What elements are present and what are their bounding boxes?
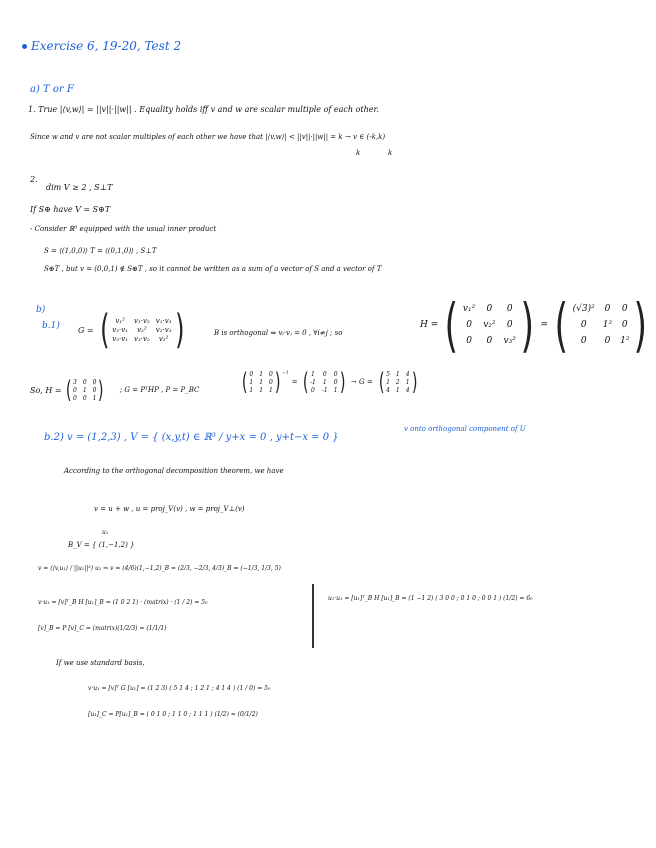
matrix-cell: 0	[486, 304, 493, 314]
matrix-cell: v₃·v₂	[134, 335, 150, 343]
part-b2-note: v onto orthogonal component of U	[404, 425, 526, 433]
so-h-label: So, H =	[30, 385, 62, 395]
matrix-cell: 0	[72, 386, 77, 394]
matrix-cell: 1	[82, 386, 87, 394]
matrix-cell: 0	[82, 394, 87, 402]
left-paren-icon: (	[378, 368, 385, 396]
matrix-cell: 1	[269, 386, 273, 394]
matrix-cell: 1	[249, 386, 254, 394]
matrix-cell: 1	[92, 394, 97, 402]
matrix-cell: 1	[322, 378, 327, 386]
right-paren-icon: )	[520, 291, 534, 359]
part-b2-line-3: v = u + w , u = proj_V(v) , w = proj_V⊥(v)	[94, 505, 245, 513]
part-a-line-2: Since w and v are not scalar multiples of each other we have that |⟨v,w⟩| < ||v||·||w|| = k → v ∈ (-k,k)	[30, 133, 386, 141]
matrix-cell: 0	[466, 336, 472, 346]
matrix-cell: v₂²	[483, 320, 496, 330]
part-b2-line-8: If we use standard basis,	[56, 659, 145, 667]
right-paren-icon: )	[411, 368, 418, 396]
matrix-g-symbolic	[78, 307, 187, 353]
right-paren-icon: )	[174, 307, 184, 353]
left-paren-icon: (	[554, 291, 569, 359]
matrix-cell: 0	[269, 370, 273, 378]
matrix-cell: v₃²	[158, 335, 169, 343]
matrix-cell: (√3)²	[572, 304, 595, 314]
matrix-cell: 0	[249, 370, 254, 378]
part-a-line-5: If S⊕ have V = S⊕T	[30, 205, 111, 214]
matrix-cell: v₁²	[462, 304, 476, 314]
matrix-cell: 4	[405, 370, 410, 378]
matrix-cell: 1²	[620, 336, 630, 346]
part-a-line-7: S = ⟨(1,0,0)⟩ T = ⟨(0,1,0)⟩ , S⊥T	[44, 247, 157, 255]
matrix-cell: 0	[580, 320, 587, 330]
matrix-cell: 1	[395, 370, 400, 378]
bullet-icon	[22, 44, 27, 49]
title-text: Exercise 6, 19-20, Test 2	[31, 39, 182, 53]
left-paren-icon: (	[65, 376, 72, 404]
matrix-h-symbolic	[420, 291, 652, 359]
left-paren-icon: (	[302, 368, 309, 396]
part-b2-line-10: [u₁]_C = P[u₁]_B = ( 0 1 0 ; 1 1 0 ; 1 1 1 ) (1/2) = (0/1/2)	[88, 711, 258, 718]
matrix-cell: -1	[310, 378, 316, 386]
g-numeric-grid	[386, 371, 409, 394]
matrix-cell: 0	[604, 304, 611, 314]
left-paren-icon: (	[241, 368, 248, 396]
inverse-sup: ⁻¹	[282, 370, 289, 378]
matrix-cell: 0	[506, 304, 513, 314]
part-b2-line-2: According to the orthogonal decomposition theorem, we have	[64, 467, 284, 475]
part-b1-label: b.1)	[42, 321, 60, 331]
right-paren-icon: )	[633, 291, 648, 359]
part-a-line-4: dim V ≥ 2 , S⊥T	[46, 183, 113, 192]
orthogonal-condition: B is orthogonal ⇔ vᵢ·vⱼ = 0 , ∀i≠j ; so	[214, 329, 343, 337]
matrix-cell: 1	[405, 378, 410, 386]
p-inverse-row	[240, 370, 419, 394]
matrix-cell: -1	[321, 386, 328, 394]
matrix-cell: 4	[405, 386, 410, 394]
part-a-line-1: 1. True |⟨v,w⟩| = ||v||·||w|| . Equality holds iff v and w are scalar multiple of each other.	[28, 105, 379, 114]
part-a-heading: a) T or F	[30, 84, 74, 95]
matrix-cell: 0	[604, 336, 611, 346]
matrix-cell: 0	[466, 320, 472, 330]
matrix-cell: 1	[333, 386, 338, 394]
matrix-cell: 0	[333, 378, 338, 386]
matrix-cell: v₃²	[503, 336, 516, 346]
p-inverse-grid	[310, 371, 338, 394]
part-b2-right-line: u₁·u₁ = [u₁]ᵀ_B H [u₁]_B = (1 −1 2) ( 3 0 0 ; 0 1 0 ; 0 0 1 ) (1/2) = 6₀	[328, 595, 533, 602]
matrix-cell: 0	[72, 394, 77, 402]
part-b2-line-1: b.2) v = (1,2,3) , V = { (x,y,t) ∈ ℝ³ / y+x = 0 , y+t−x = 0 }	[44, 432, 339, 443]
h-label: H =	[420, 320, 439, 330]
matrix-cell: v₂·v₁	[112, 326, 128, 334]
matrix-cell: 0	[92, 386, 97, 394]
part-b-label: b)	[36, 305, 46, 315]
matrix-cell: 5	[386, 370, 390, 378]
matrix-cell: 1	[249, 378, 254, 386]
matrix-cell: 3	[72, 378, 77, 386]
matrix-cell: 1	[259, 378, 264, 386]
column-divider	[312, 584, 314, 648]
part-a-line-3: 2.	[30, 175, 38, 184]
matrix-cell: v₁·v₂	[134, 317, 150, 325]
p-grid	[249, 371, 272, 394]
page-title	[22, 40, 181, 53]
matrix-cell: 0	[269, 378, 273, 386]
part-a-under-a: k	[356, 149, 361, 157]
matrix-cell: 4	[386, 386, 390, 394]
h-symbolic-grid	[463, 304, 516, 346]
matrix-cell: 0	[486, 336, 493, 346]
matrix-cell: v₁²	[115, 317, 125, 325]
matrix-cell: 0	[506, 320, 513, 330]
g-relation: ; G = PᵀHP , P = P_BC	[119, 386, 200, 394]
matrix-cell: 0	[580, 336, 587, 346]
matrix-cell: v₃·v₁	[112, 335, 128, 343]
equals-sign: =	[540, 320, 549, 330]
matrix-cell: v₂²	[137, 326, 147, 334]
matrix-cell: 0	[621, 320, 628, 330]
matrix-cell: 0	[333, 370, 338, 378]
equals-sign: =	[291, 378, 298, 386]
matrix-cell: 1	[259, 386, 264, 394]
left-paren-icon: (	[99, 307, 110, 353]
matrix-cell: 0	[92, 378, 97, 386]
matrix-cell: 1	[386, 378, 390, 386]
matrix-cell: 0	[82, 378, 87, 386]
h-result-row	[30, 378, 199, 402]
matrix-cell: v₁·v₃	[155, 317, 172, 325]
part-b2-line-5: v = (⟨v,u₁⟩ / ||u₁||²) u₁ ⇒ v = (4/6)(1,−1,2)_B = (2/3, −2/3, 4/3)_B = (−1/3, 1/3, 5)	[38, 565, 281, 572]
matrix-cell: v₂·v₃	[155, 326, 172, 334]
part-b2-line-6: v·u₁ = [v]ᵀ_B H [u₁]_B = (1 0 2 1) · (matrix) · (1 / 2) = 5₀	[38, 599, 208, 606]
right-paren-icon: )	[339, 368, 346, 396]
part-b2-line-9: v·u₁ = [v]ᵀ G [u₁] = (1 2 3) ( 5 1 4 ; 1 2 1 ; 4 1 4 ) (1 / 0) = 5₀	[88, 685, 271, 692]
part-a-line-8: S⊕T , but v = (0,0,1) ∉ S⊕T , so it cannot be written as a sum of a vector of S and a vector of T	[44, 265, 382, 273]
matrix-cell: 1	[311, 370, 315, 378]
matrix-cell: 2	[395, 378, 400, 386]
g-symbolic-grid	[112, 317, 171, 343]
matrix-cell: 0	[311, 386, 315, 394]
g-label: G =	[78, 325, 94, 335]
right-paren-icon: )	[98, 376, 104, 404]
matrix-cell: 1	[395, 386, 400, 394]
left-paren-icon: (	[444, 291, 459, 359]
matrix-cell: 0	[322, 370, 327, 378]
matrix-cell: 1	[259, 370, 264, 378]
h-numeric-grid	[573, 304, 630, 346]
h-result-grid	[73, 379, 96, 402]
right-paren-icon: )	[274, 368, 281, 396]
brace-label: u₁	[102, 529, 109, 536]
g-arrow: → G =	[350, 378, 373, 386]
part-a-line-6: - Consider ℝ³ equipped with the usual inner product	[30, 225, 217, 233]
part-a-under-b: k	[388, 149, 393, 157]
matrix-cell: 1²	[602, 320, 613, 330]
matrix-cell: 0	[621, 304, 628, 314]
part-b2-line-7: [v]_B = P [v]_C = (matrix)(1/2/3) = (1/1/1)	[38, 625, 167, 632]
part-b2-line-4: B_V = { (1,−1,2) }	[68, 541, 135, 549]
